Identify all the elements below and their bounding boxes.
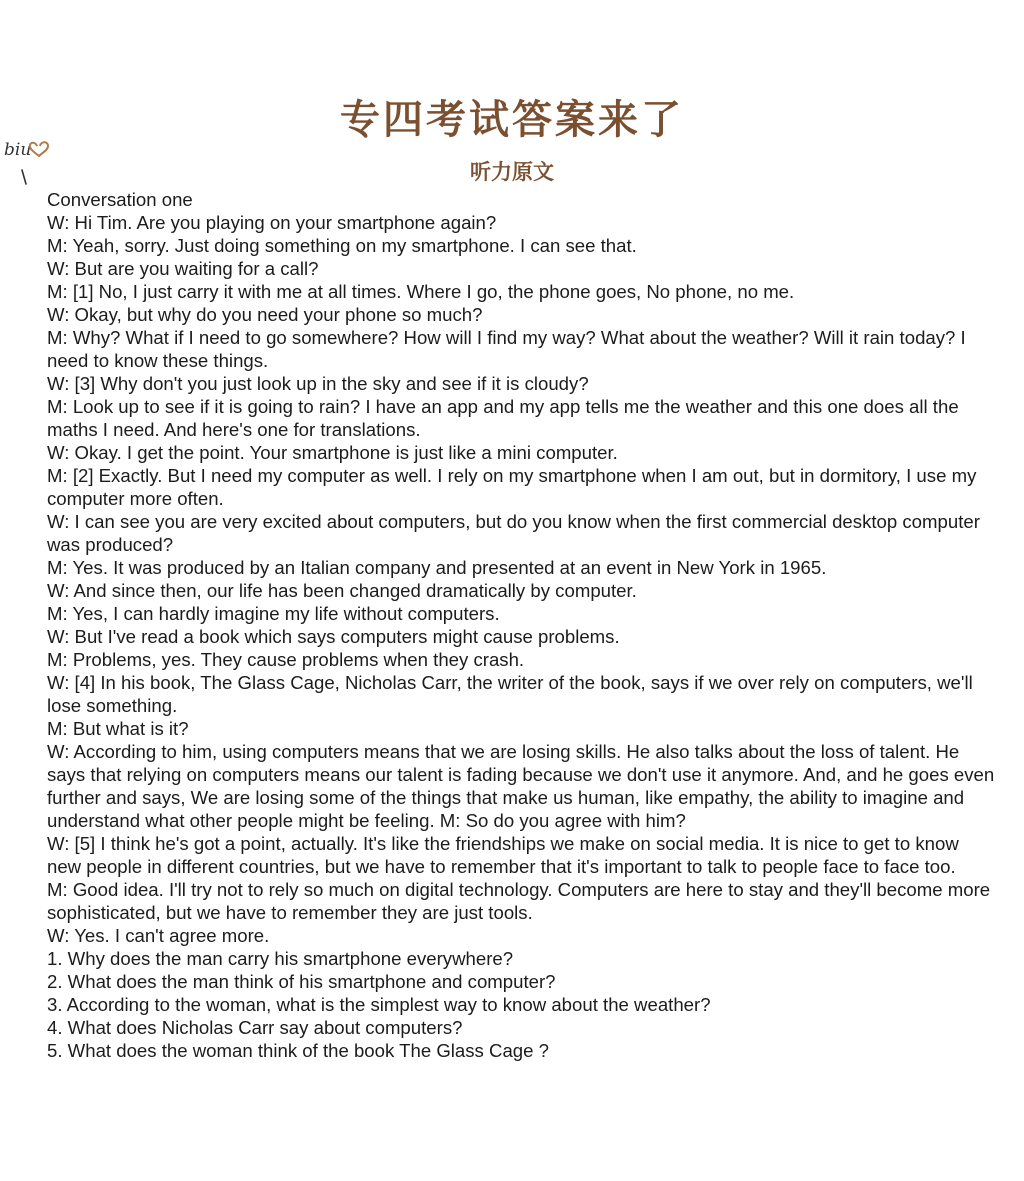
transcript-line: W: But I've read a book which says computers might cause problems. bbox=[47, 626, 620, 647]
transcript-line: W: [3] Why don't you just look up in the sky and see if it is cloudy? bbox=[47, 373, 589, 394]
transcript-line: W: But are you waiting for a call? bbox=[47, 258, 319, 279]
conversation-heading: Conversation one bbox=[47, 189, 193, 210]
transcript-line: M: Why? What if I need to go somewhere? How will I find my way? What about the weather? Will it rain today? I need to know these things. bbox=[47, 327, 966, 371]
transcript-line: M: But what is it? bbox=[47, 718, 189, 739]
transcript-line: M: Problems, yes. They cause problems when they crash. bbox=[47, 649, 525, 670]
heart-icon bbox=[4, 138, 64, 188]
transcript-line: W: I can see you are very excited about computers, but do you know when the first commercial desktop computer was produced? bbox=[47, 511, 980, 555]
question-item: 2. What does the man think of his smartphone and computer? bbox=[47, 971, 556, 992]
transcript-line: M: Look up to see if it is going to rain? I have an app and my app tells me the weather and this one does all the maths I need. And here's one for translations. bbox=[47, 396, 959, 440]
transcript-body bbox=[47, 188, 997, 1062]
page-subtitle: 听力原文 bbox=[470, 160, 554, 184]
question-item: 4. What does Nicholas Carr say about computers? bbox=[47, 1017, 463, 1038]
transcript-line: M: Good idea. I'll try not to rely so much on digital technology. Computers are here to stay and they'll become more sophisticated, but we have to remember they are just tools. bbox=[47, 879, 991, 923]
page-title: 专四考试答案来了 bbox=[340, 97, 684, 143]
transcript-line: W: [4] In his book, The Glass Cage, Nicholas Carr, the writer of the book, says if we over rely on computers, we'll lose something. bbox=[47, 672, 973, 716]
question-item: 1. Why does the man carry his smartphone everywhere? bbox=[47, 948, 514, 969]
doodle-text: biu bbox=[4, 140, 32, 160]
transcript-line: M: [1] No, I just carry it with me at all times. Where I go, the phone goes, No phone, no me. bbox=[47, 281, 795, 302]
transcript-line: M: Yes. It was produced by an Italian company and presented at an event in New York in 1965. bbox=[47, 557, 827, 578]
question-item: 5. What does the woman think of the book The Glass Cage ? bbox=[47, 1040, 549, 1061]
transcript-line: W: According to him, using computers means that we are losing skills. He also talks about the loss of talent. He says that relying on computers means our talent is fading because we don't use it anymore. And, and he goes even further and says, We are losing some of the things that make us human, like empathy, the ability to imagine and understand what other people might be feeling. M: So do you agree with him? bbox=[47, 741, 995, 831]
question-item: 3. According to the woman, what is the simplest way to know about the weather? bbox=[47, 994, 711, 1015]
transcript-line: W: [5] I think he's got a point, actually. It's like the friendships we make on social media. It is nice to get to know new people in different countries, but we have to remember that it's important to talk to people face to face too. bbox=[47, 833, 959, 877]
transcript-line: W: And since then, our life has been changed dramatically by computer. bbox=[47, 580, 637, 601]
transcript-line: W: Yes. I can't agree more. bbox=[47, 925, 270, 946]
transcript-line: W: Okay. I get the point. Your smartphone is just like a mini computer. bbox=[47, 442, 618, 463]
transcript-line: W: Okay, but why do you need your phone so much? bbox=[47, 304, 483, 325]
transcript-line: W: Hi Tim. Are you playing on your smartphone again? bbox=[47, 212, 497, 233]
transcript-line: M: Yeah, sorry. Just doing something on my smartphone. I can see that. bbox=[47, 235, 637, 256]
transcript-line: M: Yes, I can hardly imagine my life without computers. bbox=[47, 603, 500, 624]
transcript-line: M: [2] Exactly. But I need my computer as well. I rely on my smartphone when I am out, but in dormitory, I use my computer more often. bbox=[47, 465, 977, 509]
biu-doodle bbox=[4, 138, 64, 188]
